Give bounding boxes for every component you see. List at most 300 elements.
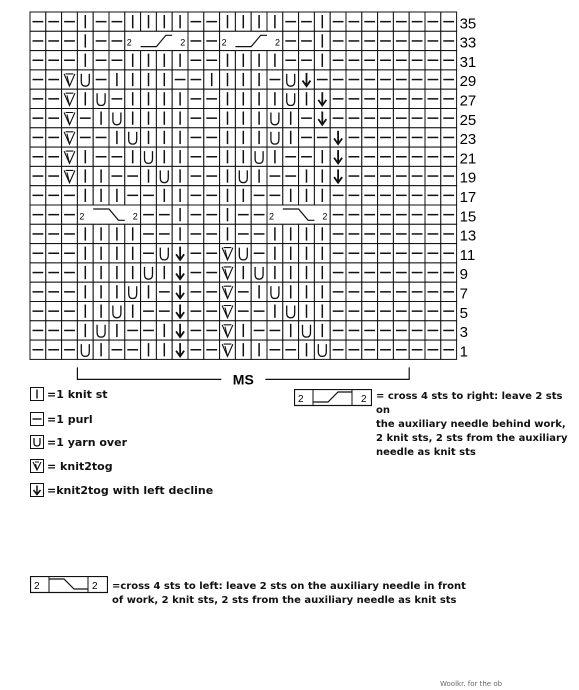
chart-row [30, 205, 476, 225]
chart-cell [314, 321, 330, 340]
chart-cell [378, 31, 394, 50]
chart-cell [141, 70, 157, 89]
cable-left-num-a: 2 [34, 581, 40, 592]
chart-cell [188, 186, 204, 205]
row-number-label: 23 [459, 131, 477, 149]
chart-cell [156, 147, 172, 166]
chart-cell [125, 70, 141, 89]
chart-cell [188, 340, 204, 359]
chart-cell [251, 12, 267, 31]
chart-cell [93, 147, 109, 166]
chart-cell [204, 89, 220, 108]
chart-cell [409, 224, 425, 243]
chart-cell [251, 321, 267, 340]
chart-cell [330, 128, 346, 147]
chart-cell [425, 321, 441, 340]
chart-cell [330, 302, 346, 321]
chart-cell [204, 244, 220, 263]
chart-cell [62, 282, 78, 301]
chart-cell [409, 205, 425, 224]
chart-cell [77, 302, 93, 321]
chart-cell [283, 244, 299, 263]
chart-cell [109, 70, 125, 89]
cable-left-cell [267, 205, 330, 224]
footer-text: Woolkr. for the ob [440, 680, 503, 688]
chart-cell [172, 147, 188, 166]
chart-cell [93, 340, 109, 359]
chart-cell [409, 51, 425, 70]
row-number-label: 3 [459, 324, 468, 342]
chart-cell [93, 224, 109, 243]
chart-cell [235, 128, 251, 147]
chart-cell [62, 321, 78, 340]
chart-cell [283, 70, 299, 89]
chart-cell [77, 128, 93, 147]
chart-cell [109, 186, 125, 205]
chart-cell [362, 282, 378, 301]
chart-cell [267, 340, 283, 359]
chart-cell [46, 128, 62, 147]
chart-cell [46, 147, 62, 166]
chart-cell [299, 186, 315, 205]
chart-cell [251, 166, 267, 185]
chart-cell [409, 186, 425, 205]
chart-cell [362, 166, 378, 185]
chart-cell [267, 263, 283, 282]
chart-cell [346, 186, 362, 205]
chart-cell [30, 302, 46, 321]
cable-left-cell [77, 205, 140, 224]
chart-cell [220, 321, 236, 340]
chart-cell [141, 128, 157, 147]
chart-cell [283, 186, 299, 205]
chart-cell [77, 89, 93, 108]
chart-cell [204, 31, 220, 50]
chart-cell [330, 282, 346, 301]
chart-cell [77, 12, 93, 31]
chart-cell [141, 89, 157, 108]
chart-cell [30, 12, 46, 31]
chart-cell [251, 282, 267, 301]
chart-cell [393, 166, 409, 185]
chart-cell [188, 321, 204, 340]
chart-cell [314, 244, 330, 263]
chart-cell [220, 186, 236, 205]
chart-cell [125, 186, 141, 205]
chart-cell [93, 70, 109, 89]
chart-cell [425, 186, 441, 205]
chart-cell [109, 12, 125, 31]
chart-cell [141, 186, 157, 205]
chart-cell [283, 224, 299, 243]
chart-cell [109, 224, 125, 243]
chart-cell [46, 263, 62, 282]
chart-cell [314, 282, 330, 301]
chart-cell [62, 70, 78, 89]
chart-cell [251, 302, 267, 321]
chart-cell [393, 205, 409, 224]
chart-cell [220, 89, 236, 108]
chart-cell [425, 205, 441, 224]
chart-cell [30, 51, 46, 70]
chart-cell [378, 263, 394, 282]
chart-cell [77, 109, 93, 128]
chart-cell [30, 128, 46, 147]
chart-cell [425, 109, 441, 128]
cable-right-cell [125, 31, 188, 50]
chart-cell [393, 12, 409, 31]
chart-cell [46, 224, 62, 243]
chart-cell [156, 340, 172, 359]
chart-cell [393, 340, 409, 359]
svg-text:2: 2 [79, 211, 85, 222]
chart-row [30, 282, 468, 302]
chart-cell [141, 166, 157, 185]
legend-purl-label: =1 purl [47, 412, 93, 426]
chart-cell [156, 282, 172, 301]
chart-cell [188, 244, 204, 263]
row-number-label: 19 [459, 169, 477, 187]
chart-cell [251, 205, 267, 224]
chart-cell [204, 166, 220, 185]
chart-cell [346, 340, 362, 359]
chart-cell [299, 340, 315, 359]
chart-cell [235, 166, 251, 185]
chart-cell [362, 109, 378, 128]
chart-cell [283, 166, 299, 185]
chart-cell [188, 147, 204, 166]
chart-cell [330, 31, 346, 50]
chart-cell [30, 89, 46, 108]
chart-cell [125, 128, 141, 147]
chart-cell [299, 70, 315, 89]
chart-cell [378, 70, 394, 89]
chart-cell [46, 205, 62, 224]
chart-cell [425, 89, 441, 108]
chart-cell [220, 340, 236, 359]
chart-cell [251, 89, 267, 108]
chart-cell [172, 128, 188, 147]
chart-cell [235, 70, 251, 89]
chart-cell [441, 70, 457, 89]
row-number-label: 25 [459, 111, 477, 129]
chart-cell [235, 12, 251, 31]
chart-cell [30, 186, 46, 205]
chart-cell [30, 224, 46, 243]
row-number-label: 13 [459, 227, 477, 245]
chart-cell [188, 302, 204, 321]
chart-cell [204, 128, 220, 147]
chart-cell [172, 89, 188, 108]
chart-cell [46, 166, 62, 185]
chart-cell [393, 302, 409, 321]
chart-cell [362, 321, 378, 340]
chart-cell [62, 340, 78, 359]
chart-cell [425, 12, 441, 31]
chart-cell [30, 166, 46, 185]
cable-right-num-b: 2 [361, 394, 367, 405]
chart-cell [220, 12, 236, 31]
chart-cell [62, 12, 78, 31]
chart-cell [267, 51, 283, 70]
chart-cell [188, 51, 204, 70]
chart-cell [220, 109, 236, 128]
cable-right-description: = cross 4 sts to right: leave 2 sts on the auxiliary needle behind work, 2 knit sts, 2 sts from the auxiliary needle as knit sts [376, 391, 568, 458]
chart-cell [62, 302, 78, 321]
chart-cell [77, 244, 93, 263]
chart-cell [330, 186, 346, 205]
chart-cell [109, 128, 125, 147]
chart-cell [235, 147, 251, 166]
chart-cell [235, 205, 251, 224]
chart-cell [267, 224, 283, 243]
chart-cell [204, 205, 220, 224]
chart-cell [204, 70, 220, 89]
chart-cell [156, 166, 172, 185]
chart-cell [93, 244, 109, 263]
chart-cell [425, 224, 441, 243]
svg-text:2: 2 [275, 37, 281, 48]
chart-cell [172, 244, 188, 263]
chart-cell [46, 282, 62, 301]
chart-cell [362, 186, 378, 205]
row-number-label: 35 [459, 15, 477, 33]
chart-cell [299, 128, 315, 147]
chart-cell [125, 51, 141, 70]
chart-cell [251, 263, 267, 282]
chart-cell [46, 89, 62, 108]
chart-cell [283, 147, 299, 166]
row-number-label: 11 [459, 246, 476, 264]
chart-cell [235, 263, 251, 282]
chart-cell [172, 12, 188, 31]
chart-cell [77, 186, 93, 205]
chart-cell [93, 12, 109, 31]
chart-cell [188, 89, 204, 108]
chart-cell [93, 282, 109, 301]
chart-cell [172, 282, 188, 301]
chart-cell [172, 340, 188, 359]
chart-cell [30, 205, 46, 224]
chart-cell [299, 302, 315, 321]
chart-cell [251, 186, 267, 205]
chart-cell [125, 244, 141, 263]
chart-cell [441, 89, 457, 108]
chart-cell [409, 109, 425, 128]
legend-knit2tog-left [30, 483, 213, 497]
chart-cell [409, 70, 425, 89]
chart-cell [188, 109, 204, 128]
chart-cell [220, 205, 236, 224]
chart-cell [267, 147, 283, 166]
chart-cell [188, 205, 204, 224]
chart-cell [299, 12, 315, 31]
chart-cell [156, 12, 172, 31]
chart-cell [188, 70, 204, 89]
chart-cell [378, 12, 394, 31]
chart-cell [109, 282, 125, 301]
chart-cell [362, 12, 378, 31]
chart-cell [46, 70, 62, 89]
chart-cell [441, 109, 457, 128]
chart-cell [330, 166, 346, 185]
svg-text:2: 2 [180, 37, 186, 48]
legend-purl [30, 412, 93, 426]
chart-cell [141, 109, 157, 128]
chart-cell [204, 147, 220, 166]
chart-cell [330, 205, 346, 224]
chart-cell [204, 224, 220, 243]
chart-cell [46, 109, 62, 128]
chart-cell [314, 109, 330, 128]
legend-knit [30, 387, 108, 401]
chart-cell [362, 302, 378, 321]
chart-cell [314, 51, 330, 70]
chart-cell [156, 70, 172, 89]
chart-cell [441, 147, 457, 166]
chart-cell [188, 128, 204, 147]
chart-row [30, 263, 468, 283]
chart-cell [409, 128, 425, 147]
chart-cell [283, 263, 299, 282]
chart-cell [204, 302, 220, 321]
chart-cell [267, 70, 283, 89]
chart-cell [235, 89, 251, 108]
chart-cell [62, 147, 78, 166]
row-number-label: 29 [459, 73, 477, 91]
chart-cell [409, 31, 425, 50]
chart-row [30, 70, 476, 90]
purl-symbol-icon [30, 412, 44, 426]
chart-cell [141, 263, 157, 282]
chart-cell [346, 282, 362, 301]
chart-cell [362, 51, 378, 70]
chart-row [30, 147, 476, 167]
cable-right-cell [220, 31, 283, 50]
chart-cell [314, 128, 330, 147]
chart-cell [62, 89, 78, 108]
row-number-label: 7 [459, 285, 468, 303]
knit2tog-symbol-icon [30, 459, 44, 473]
chart-cell [299, 166, 315, 185]
chart-cell [62, 205, 78, 224]
chart-row [30, 340, 468, 360]
chart-cell [362, 340, 378, 359]
chart-cell [109, 340, 125, 359]
chart-cell [204, 186, 220, 205]
chart-cell [299, 244, 315, 263]
chart-cell [141, 205, 157, 224]
chart-cell [220, 147, 236, 166]
chart-cell [235, 282, 251, 301]
chart-cell [267, 128, 283, 147]
chart-cell [283, 89, 299, 108]
chart-cell [251, 51, 267, 70]
chart-cell [141, 147, 157, 166]
chart-cell [330, 89, 346, 108]
svg-text:2: 2 [221, 37, 227, 48]
chart-cell [156, 224, 172, 243]
chart-cell [393, 263, 409, 282]
chart-cell [393, 70, 409, 89]
chart-cell [125, 147, 141, 166]
row-number-label: 9 [459, 266, 468, 284]
chart-cell [346, 70, 362, 89]
chart-cell [156, 186, 172, 205]
chart-cell [283, 12, 299, 31]
chart-cell [314, 70, 330, 89]
chart-row [30, 302, 468, 322]
chart-cell [125, 263, 141, 282]
chart-cell [46, 340, 62, 359]
chart-cell [46, 321, 62, 340]
chart-cell [409, 147, 425, 166]
chart-cell [141, 51, 157, 70]
chart-cell [441, 224, 457, 243]
chart-cell [204, 263, 220, 282]
cable-left-num-b: 2 [92, 581, 98, 592]
chart-cell [235, 244, 251, 263]
chart-cell [30, 340, 46, 359]
chart-cell [172, 321, 188, 340]
chart-row [30, 51, 476, 71]
chart-cell [125, 282, 141, 301]
chart-cell [141, 12, 157, 31]
legend-knit-label: =1 knit st [47, 387, 108, 401]
chart-cell [125, 12, 141, 31]
chart-cell [251, 244, 267, 263]
chart-cell [362, 89, 378, 108]
chart-cell [141, 224, 157, 243]
chart-cell [77, 263, 93, 282]
chart-cell [409, 244, 425, 263]
chart-cell [330, 12, 346, 31]
chart-cell [62, 128, 78, 147]
chart-cell [188, 31, 204, 50]
chart-cell [93, 263, 109, 282]
chart-cell [441, 12, 457, 31]
chart-cell [204, 282, 220, 301]
chart-cell [235, 186, 251, 205]
chart-cell [283, 282, 299, 301]
chart-cell [299, 51, 315, 70]
chart-cell [156, 109, 172, 128]
chart-cell [330, 147, 346, 166]
chart-cell [409, 89, 425, 108]
chart-cell [393, 321, 409, 340]
chart-cell [251, 147, 267, 166]
chart-cell [393, 128, 409, 147]
chart-cell [409, 166, 425, 185]
chart-cell [109, 109, 125, 128]
chart-cell [235, 109, 251, 128]
chart-cell [172, 51, 188, 70]
chart-cell [299, 224, 315, 243]
chart-cell [393, 147, 409, 166]
chart-cell [314, 89, 330, 108]
repeat-bracket [77, 367, 409, 387]
chart-cell [378, 244, 394, 263]
chart-cell [220, 51, 236, 70]
chart-cell [77, 282, 93, 301]
chart-cell [393, 51, 409, 70]
svg-text:2: 2 [269, 211, 275, 222]
chart-cell [220, 128, 236, 147]
cable-right-symbol-icon [294, 389, 372, 407]
chart-cell [204, 109, 220, 128]
chart-cell [314, 12, 330, 31]
chart-cell [314, 31, 330, 50]
